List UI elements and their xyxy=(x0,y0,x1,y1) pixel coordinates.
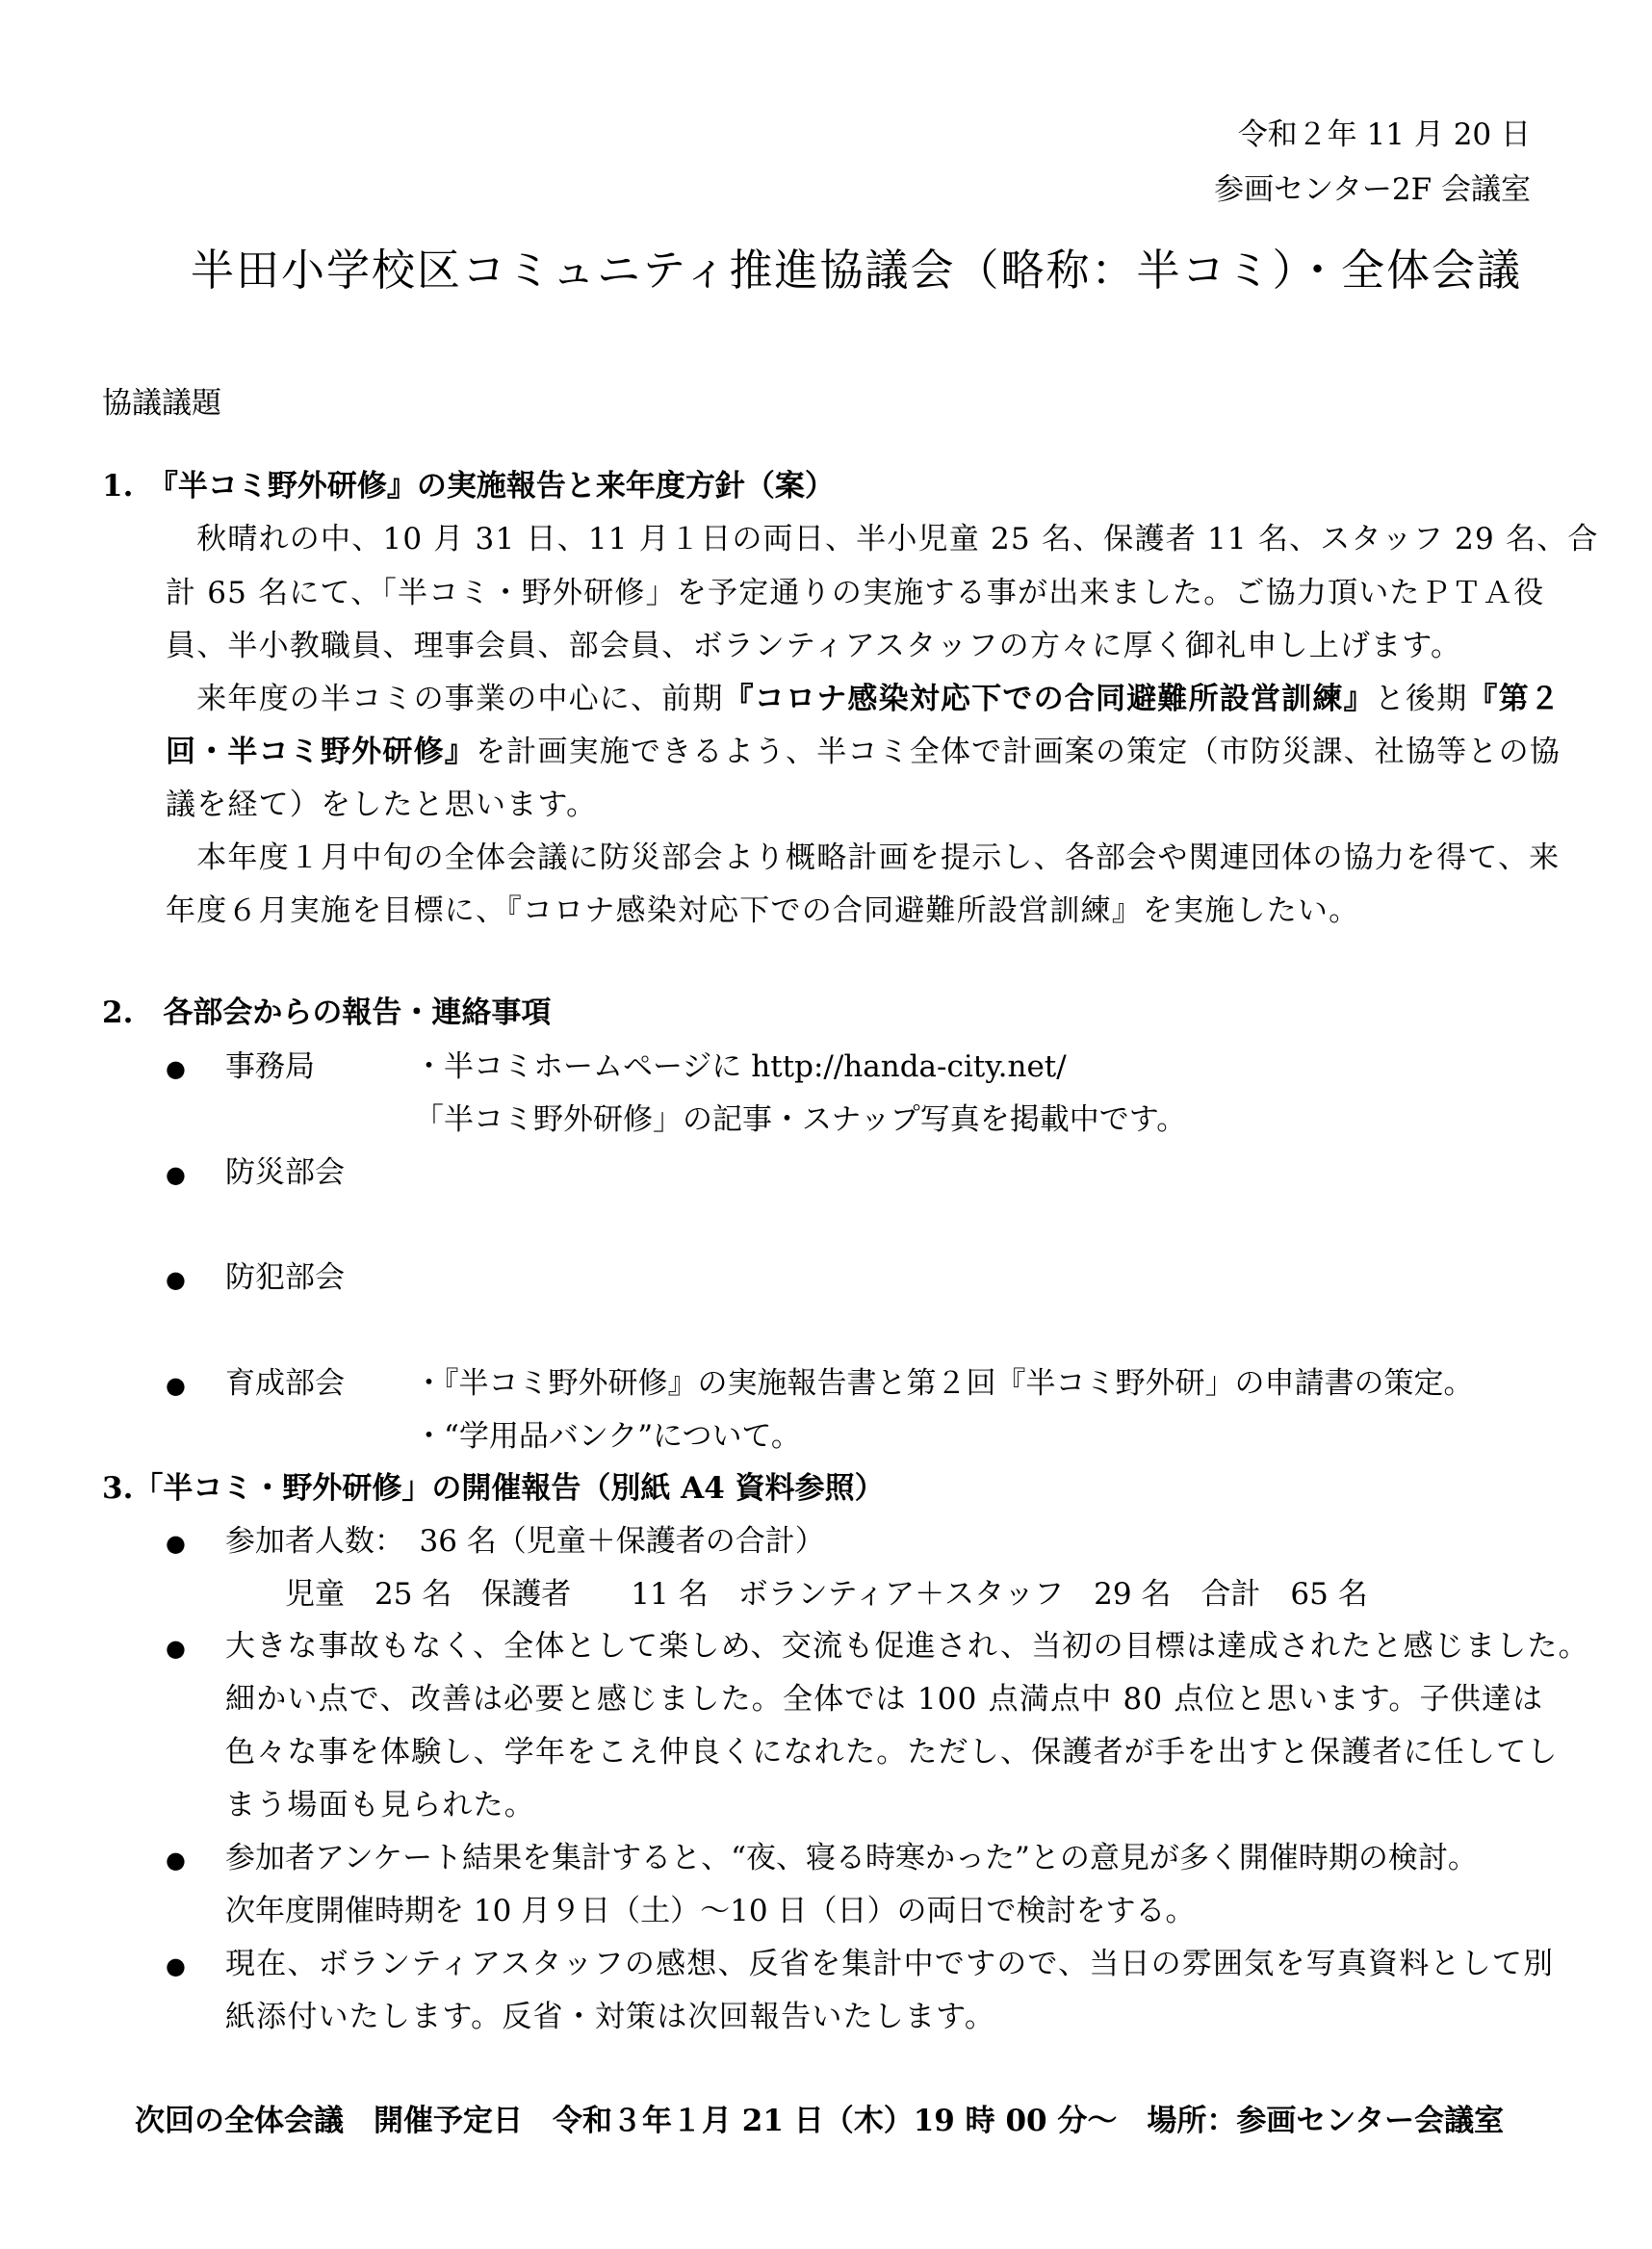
report-line: まう場面も見られた。 xyxy=(225,1788,535,1822)
committee-label: 育成部会 xyxy=(225,1366,345,1401)
report-line: 児童 25 名 保護者 11 名 ボランティア＋スタッフ 29 名 合計 65 名 xyxy=(225,1577,1368,1612)
report-line: 参加者人数： 36 名（児童＋保護者の合計） xyxy=(225,1524,825,1559)
document-title: 半田小学校区コミュニティ推進協議会（略称：半コミ）・全体会議 xyxy=(191,245,1523,296)
next-meeting-notice: 次回の全体会議 開催予定日 令和３年１月 21 日（木）19 時 00 分～ 場所：参画センター会議室 xyxy=(135,2104,1505,2138)
meeting-date: 令和２年 11 月 20 日 xyxy=(1237,117,1531,152)
report-line: 参加者アンケート結果を集計すると、“夜、寝る時寒かった”との意見が多く開催時期の検討。 xyxy=(225,1841,1478,1875)
bullet-icon: ● xyxy=(166,1847,186,1874)
meeting-place: 参画センター2F 会議室 xyxy=(1214,172,1531,207)
bullet-icon: ● xyxy=(166,1635,186,1662)
section1-line: 本年度１月中旬の全体会議に防災部会より概略計画を提示し、各部会や関連団体の協力を得て、来 xyxy=(166,840,1561,875)
report-line: 現在、ボランティアスタッフの感想、反省を集計中ですので、当日の雰囲気を写真資料として別 xyxy=(225,1947,1555,1981)
bullet-icon: ● xyxy=(166,1530,186,1557)
text-run: と後期 xyxy=(1374,682,1468,716)
section3-heading: 3.「半コミ・野外研修」の開催報告（別紙 A4 資料参照） xyxy=(102,1471,885,1506)
report-line: 紙添付いたします。反省・対策は次回報告いたします。 xyxy=(225,2000,996,2034)
section2-heading: 2. 各部会からの報告・連絡事項 xyxy=(102,995,552,1030)
committee-label: 防犯部会 xyxy=(225,1260,345,1295)
emphasis-text: 『第２ xyxy=(1467,682,1562,716)
bullet-icon: ● xyxy=(166,1055,186,1082)
text-run: 来年度の半コミの事業の中心に、前期 xyxy=(166,682,724,716)
section1-line: 議を経て）をしたと思います。 xyxy=(166,788,598,822)
bullet-icon: ● xyxy=(166,1266,186,1293)
section1-paragraph2-line1 xyxy=(166,682,1562,716)
report-line: 細かい点で、改善は必要と感じました。全体では 100 点満点中 80 点位と思います。子供達は xyxy=(225,1682,1544,1717)
section1-line: 計 65 名にて、「半コミ・野外研修」を予定通りの実施する事が出来ました。ご協力頂いたＰＴＡ役 xyxy=(166,576,1545,610)
report-line: 大きな事故もなく、全体として楽しめ、交流も促進され、当初の目標は達成されたと感じました。 xyxy=(225,1629,1589,1664)
emphasis-text: 『コロナ感染対応下での合同避難所設営訓練』 xyxy=(723,682,1375,716)
report-line: 色々な事を体験し、学年をこえ仲良くになれた。ただし、保護者が手を出すと保護者に任してし xyxy=(225,1735,1559,1770)
report-line: 次年度開催時期を 10 月９日（土）～10 日（日）の両日で検討をする。 xyxy=(225,1894,1196,1928)
committee-note: ・半コミホームページに http://handa-city.net/ xyxy=(414,1049,1067,1084)
committee-label: 防災部会 xyxy=(225,1155,345,1190)
emphasis-text: 回・半コミ野外研修』 xyxy=(166,735,476,769)
section1-paragraph2-line2 xyxy=(166,737,1561,767)
committee-note: ・“学用品バンク”について。 xyxy=(414,1419,801,1454)
agenda-heading: 協議議題 xyxy=(102,386,221,421)
section1-heading: 1. 『半コミ野外研修』の実施報告と来年度方針（案） xyxy=(102,469,835,504)
committee-label: 事務局 xyxy=(225,1049,315,1084)
bullet-icon: ● xyxy=(166,1952,186,1979)
section1-line: 秋晴れの中、10 月 31 日、11 月１日の両日、半小児童 25 名、保護者 11 名、スタッフ 29 名、合 xyxy=(166,522,1599,556)
text-run: を計画実施できるよう、半コミ全体で計画案の策定（市防災課、社協等との協 xyxy=(476,735,1561,769)
section1-line: 年度６月実施を目標に、『コロナ感染対応下での合同避難所設営訓練』を実施したい。 xyxy=(166,893,1360,928)
bullet-icon: ● xyxy=(166,1161,186,1188)
committee-note: 「半コミ野外研修」の記事・スナップ写真を掲載中です。 xyxy=(414,1102,1187,1137)
committee-note: ・『半コミ野外研修』の実施報告書と第２回『半コミ野外研」の申請書の策定。 xyxy=(414,1366,1474,1401)
section1-line: 員、半小教職員、理事会員、部会員、ボランティアスタッフの方々に厚く御礼申し上げます。 xyxy=(166,629,1462,663)
bullet-icon: ● xyxy=(166,1372,186,1399)
